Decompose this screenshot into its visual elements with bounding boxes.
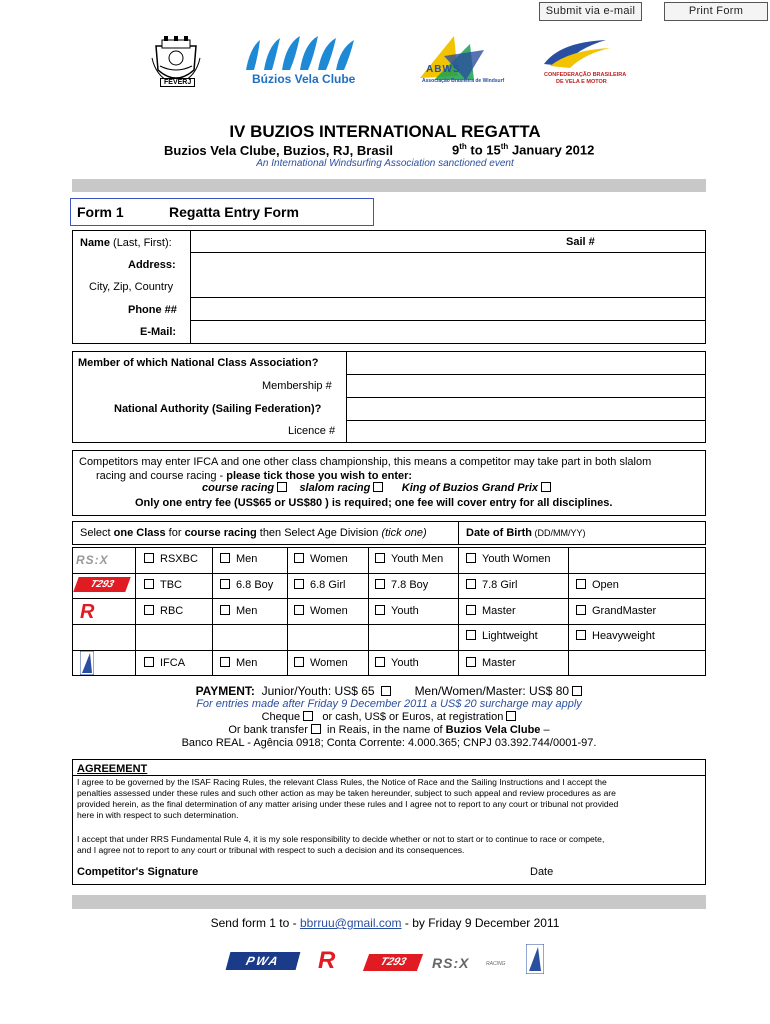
submit-email-button[interactable]: Submit via e-mail [539,2,642,21]
ifca-men-option[interactable]: Men [220,657,257,669]
cash-checkbox[interactable] [506,711,516,721]
rbc-master-option[interactable]: Master [466,605,516,617]
rsx-class-logo: RS:X [76,553,109,567]
r-logo: R [318,947,336,974]
king-of-buzios-checkbox[interactable] [541,482,551,492]
name-field[interactable] [191,231,561,252]
form-header [70,198,374,226]
buzios-caption: Búzios Vela Clube [252,72,356,86]
agreement-heading: AGREEMENT [77,763,148,775]
signature-date-field[interactable] [560,862,700,882]
cheque-cash-line: Cheque or cash, US$ or Euros, at registration [72,711,706,723]
class-association-field[interactable] [347,352,705,374]
select-class-instructions: Select one Class for course racing then Select Age Division (tick one) [80,527,427,539]
feverj-caption: FEVERJ [160,78,195,87]
divider-bar [72,179,706,192]
rbc-men-option[interactable]: Men [220,605,257,617]
bottom-divider-bar [72,895,706,909]
ifca-youth-option[interactable]: Youth [375,657,419,669]
rsxbc-youth-women-option[interactable]: Youth Women [466,553,551,565]
agreement-paragraph-1: I agree to be governed by the ISAF Racing Rules, the relevant Class Rules, the Notice of Race and the Sailing Instructions and I accept the penalties assessed under these rules and such other action as may be taken hereunder, subject to such appeal and review procedures as are provided herein, as the final determination of any matter arising under these rules and I agree not to report to any court or tribunal not provided here in with respect to such determination. [77,777,619,820]
ifca-master-option[interactable]: Master [466,657,516,669]
divider [72,624,706,625]
divider [458,547,459,676]
event-dates: 9th to 15th January 2012 [452,142,595,158]
cheque-checkbox[interactable] [303,711,313,721]
divider [72,598,706,599]
rbc-heavyweight-option[interactable]: Heavyweight [576,630,655,642]
feverj-logo [150,36,202,93]
name-label: Name (Last, First): [80,237,172,249]
city-label: City, Zip, Country [89,281,174,293]
class-info-line-2: racing and course racing - please tick those you wish to enter: [96,470,413,482]
form-number: Form 1 [77,204,124,220]
class-info-line-1: Competitors may enter IFCA and one other class championship, this means a competitor may take part in both slalom [79,456,652,468]
date-of-birth-field[interactable] [600,522,705,544]
ifca-women-option[interactable]: Women [294,657,348,669]
divider [458,521,459,545]
abws-caption: ABWS [426,64,461,75]
tbc-7-8-boy-option[interactable]: 7.8 Boy [375,579,428,591]
ifca-class-logo [80,651,94,680]
class-checkbox-rsxbc[interactable]: RSXBC [144,553,198,565]
buzios-vela-clube-logo [238,36,362,86]
divider [72,573,706,574]
licence-field[interactable] [347,421,705,442]
pwa-logo: PWA [226,952,301,970]
membership-field[interactable] [347,375,705,397]
cbvm-caption-1: CONFEDERAÇÃO BRASILEIRA [544,72,627,78]
divider [135,547,136,676]
licence-label: Licence # [288,425,336,437]
sanction-note: An International Windsurfing Association sanctioned event [256,158,514,169]
address-field[interactable] [191,253,705,297]
class-association-label: Member of which National Class Association? [78,357,319,369]
email-label: E-Mail: [140,326,177,338]
phone-field[interactable] [191,298,705,320]
page-title: IV BUZIOS INTERNATIONAL REGATTA [229,122,541,141]
email-field[interactable] [191,321,705,343]
rsx-racing-caption: RACING [486,961,506,967]
junior-fee-checkbox[interactable] [381,686,391,696]
date-label: Date [530,866,554,878]
national-authority-label: National Authority (Sailing Federation)? [114,403,322,415]
bank-transfer-line: Or bank transfer in Reais, in the name of Buzios Vela Clube – [228,724,550,736]
divider [72,547,706,548]
cbvm-caption-2: DE VELA E MOTOR [556,79,607,85]
cbvm-logo [540,36,627,85]
date-of-birth-label: Date of Birth (DD/MM/YY) [466,527,586,539]
abws-sub: Associação Brasileira de Windsurf [422,78,505,84]
signature-label: Competitor's Signature [77,866,199,878]
venue-subtitle: Buzios Vela Clube, Buzios, RJ, Brasil [164,143,394,158]
submission-email-link[interactable]: bbrruu@gmail.com [299,916,402,930]
payment-line: PAYMENT: Junior/Youth: US$ 65 Men/Women/Master: US$ 80 [72,684,706,698]
form-name: Regatta Entry Form [169,204,299,220]
divider [72,650,706,651]
bank-transfer-checkbox[interactable] [311,724,321,734]
late-surcharge-note: For entries made after Friday 9 December 2011 a US$ 20 surcharge may apply [196,698,582,710]
rbc-youth-option[interactable]: Youth [375,605,419,617]
national-authority-field[interactable] [347,398,705,420]
senior-fee-checkbox[interactable] [572,686,582,696]
slalom-racing-checkbox[interactable] [373,482,383,492]
divider [212,547,213,676]
agreement-paragraph-2: I accept that under RRS Fundamental Rule 4, it is my sole responsibility to decide whether or not to start or to continue to race or compete, and I agree not to report to any court or tribunal with respect to such a decision and its consequences. [77,834,605,855]
discipline-options: course racing slalom racing King of Buzios Grand Prix [202,482,551,494]
signature-field[interactable] [220,862,520,882]
rsxbc-women-option[interactable]: Women [294,553,348,565]
rbc-grandmaster-option[interactable]: GrandMaster [576,605,656,617]
divider [368,547,369,676]
tbc-6-8-girl-option[interactable]: 6.8 Girl [294,579,345,591]
t293-logo: T293 [363,954,423,971]
submission-instructions: Send form 1 to - bbrruu@gmail.com - by Friday 9 December 2011 [210,916,560,930]
divider [568,547,569,676]
divider [72,775,706,776]
print-form-button[interactable]: Print Form [664,2,768,21]
class-checkbox-tbc[interactable]: TBC [144,579,182,591]
tbc-open-option[interactable]: Open [576,579,619,591]
rsxbc-men-option[interactable]: Men [220,553,257,565]
sail-number-field[interactable] [600,231,705,252]
tbc-6-8-boy-option[interactable]: 6.8 Boy [220,579,273,591]
entry-fee-note: Only one entry fee (US$65 or US$80 ) is required; one fee will cover entry for all disciplines. [135,497,613,509]
divider [287,547,288,676]
rsx-logo: RS:X [432,955,470,971]
abws-logo [414,36,505,95]
course-racing-checkbox[interactable] [277,482,287,492]
tbc-7-8-girl-option[interactable]: 7.8 Girl [466,579,517,591]
ifca-footer-logo [526,944,544,979]
membership-label: Membership # [262,380,332,392]
sail-number-label: Sail # [566,236,595,248]
rbc-class-logo: R [80,601,95,623]
t293-class-logo: T293 [76,577,128,592]
header-logos [0,36,770,92]
class-checkbox-ifca[interactable]: IFCA [144,657,185,669]
phone-label: Phone ## [128,304,177,316]
rbc-lightweight-option[interactable]: Lightweight [466,630,538,642]
rbc-women-option[interactable]: Women [294,605,348,617]
class-checkbox-rbc[interactable]: RBC [144,605,183,617]
rsxbc-youth-men-option[interactable]: Youth Men [375,553,443,565]
address-label: Address: [128,259,176,271]
bank-details: Banco REAL - Agência 0918; Conta Corrente: 4.000.365; CNPJ 03.392.744/0001-97. [181,737,597,749]
